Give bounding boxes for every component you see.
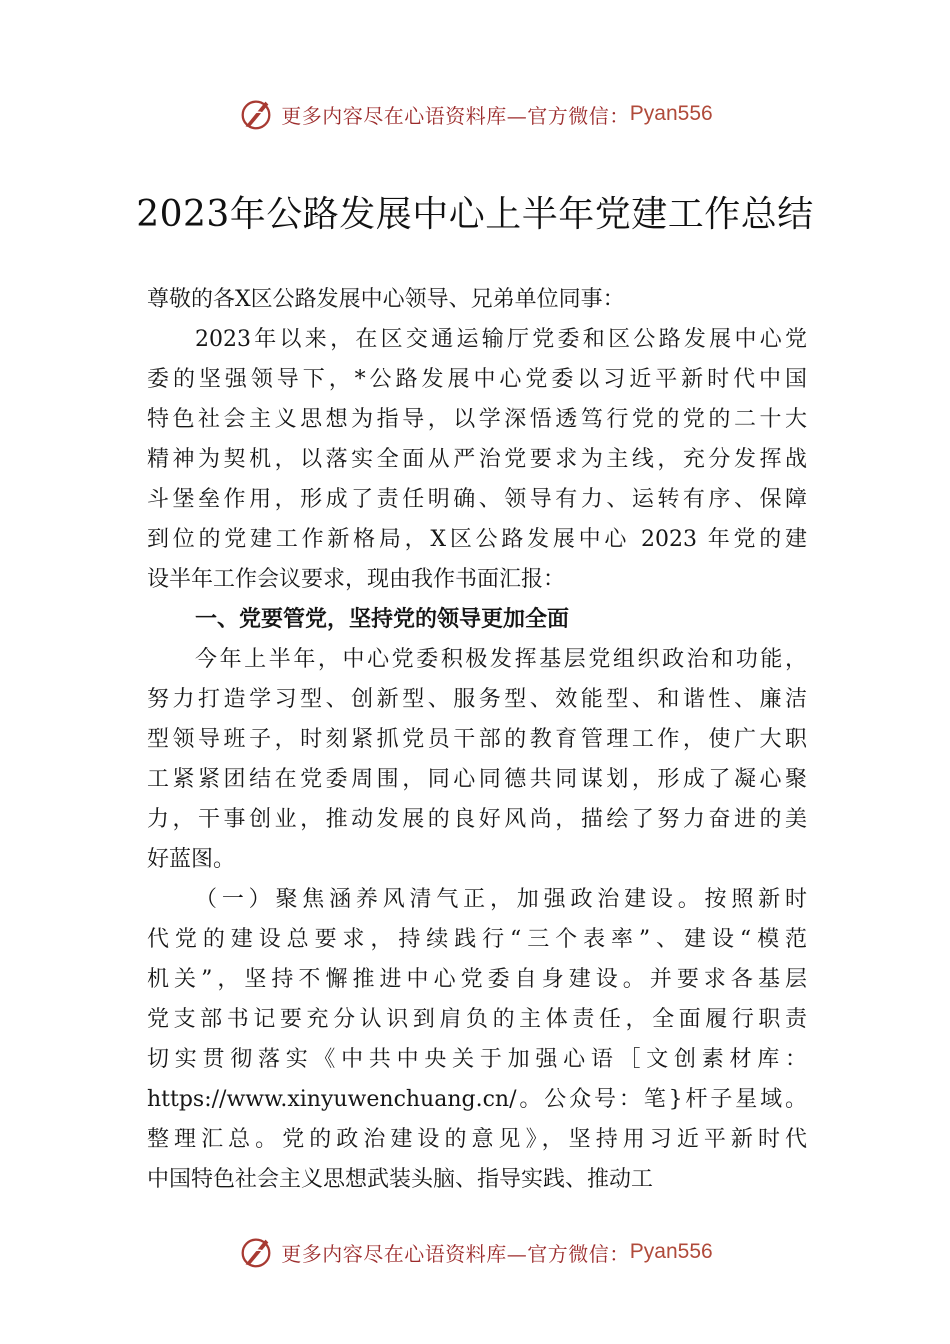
paragraph-line: 中国特色社会主义思想武装头脑、指导实践、推动工 — [147, 1167, 654, 1192]
paragraph-line: 今年上半年，中心党委积极发挥基层党组织政治和功能， — [195, 647, 807, 672]
section-heading: 一、党要管党，坚持党的领导更加全面 — [195, 607, 570, 632]
paragraph-line: 代党的建设总要求，持续践行“三个表率”、建设“模范 — [147, 927, 807, 952]
paragraph-line: 力，干事创业，推动发展的良好风尚，描绘了努力奋进的美 — [147, 807, 807, 832]
document-body — [147, 280, 807, 1200]
paragraph-line: 精神为契机，以落实全面从严治党要求为主线，充分发挥战 — [147, 447, 807, 472]
paragraph-line: 委的坚强领导下，*公路发展中心党委以习近平新时代中国 — [147, 367, 807, 392]
paragraph-line: 整理汇总。党的政治建设的意见》，坚持用习近平新时代 — [147, 1127, 807, 1152]
paragraph-line: https://www.xinyuwenchuang.cn/。公众号：笔}杆子星域。 — [147, 1087, 807, 1112]
document-title: 2023年公路发展中心上半年党建工作总结 — [136, 194, 814, 235]
paragraph-line: 党支部书记要充分认识到肩负的主体责任，全面履行职责 — [147, 1007, 807, 1032]
paragraph-line: 机关”，坚持不懈推进中心党委自身建设。并要求各基层 — [147, 967, 807, 992]
watermark-text: 更多内容尽在心语资料库—官方微信： — [281, 1241, 630, 1266]
paragraph-line: 斗堡垒作用，形成了责任明确、领导有力、运转有序、保障 — [147, 487, 807, 512]
paragraph-line: 努力打造学习型、创新型、服务型、效能型、和谐性、廉洁 — [147, 687, 807, 712]
salutation: 尊敬的各X区公路发展中心领导、兄弟单位同事： — [147, 287, 625, 312]
paragraph-line: 好蓝图。 — [147, 847, 236, 872]
watermark-account: Pyan556 — [629, 102, 713, 125]
paragraph-line: 到位的党建工作新格局，X区公路发展中心 2023 年党的建 — [147, 527, 807, 552]
paragraph-line: （一）聚焦涵养风清气正，加强政治建设。按照新时 — [195, 887, 807, 912]
paragraph-line: 特色社会主义思想为指导，以学深悟透笃行党的党的二十大 — [147, 407, 807, 432]
watermark-banner-top — [0, 94, 950, 134]
paragraph-line: 设半年工作会议要求，现由我作书面汇报： — [147, 567, 566, 592]
paragraph-line: 型领导班子，时刻紧抓党员干部的教育管理工作，使广大职 — [147, 727, 807, 752]
watermark-text: 更多内容尽在心语资料库—官方微信： — [281, 103, 630, 128]
paragraph-line: 2023年以来，在区交通运输厅党委和区公路发展中心党 — [195, 327, 807, 352]
quill-seal-icon — [237, 95, 275, 133]
watermark-account: Pyan556 — [629, 1240, 713, 1263]
quill-seal-icon — [237, 1233, 275, 1271]
watermark-banner-bottom — [0, 1232, 950, 1272]
paragraph-line: 切实贯彻落实《中共中央关于加强心语［文创素材库： — [147, 1047, 807, 1072]
paragraph-line: 工紧紧团结在党委周围，同心同德共同谋划，形成了凝心聚 — [147, 767, 807, 792]
